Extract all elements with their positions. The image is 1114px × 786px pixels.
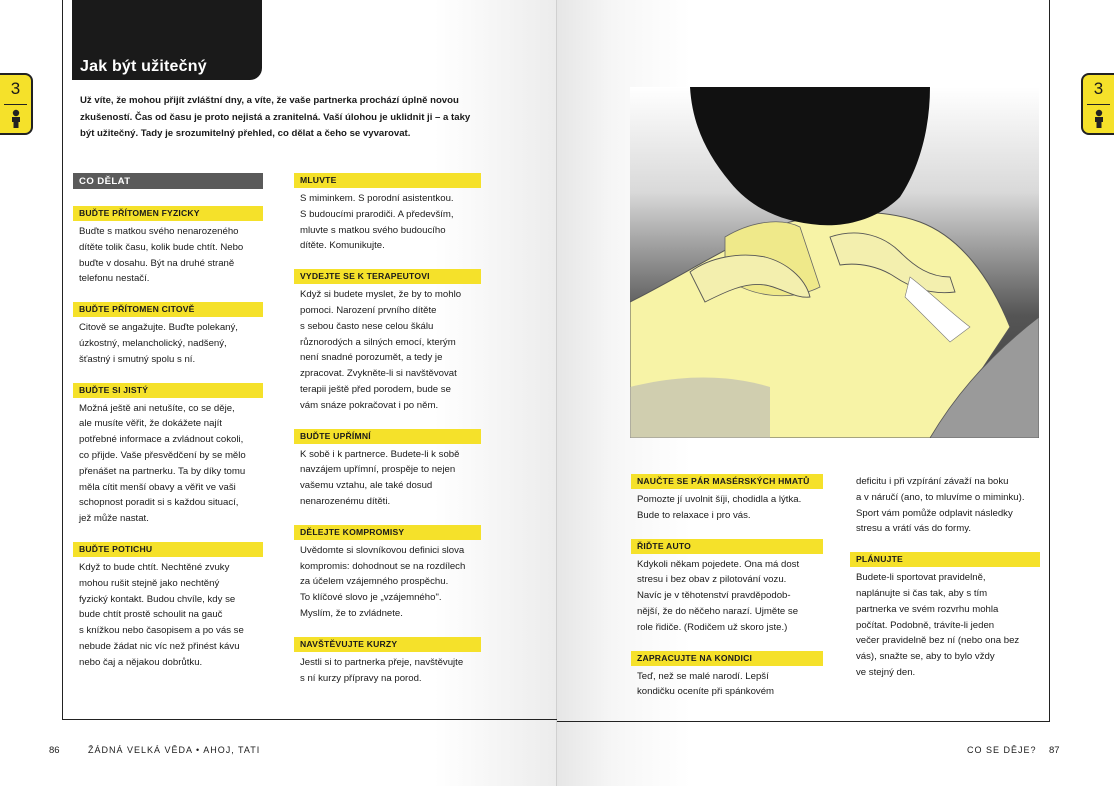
tip-heading: BUĎTE SI JISTÝ — [73, 383, 263, 398]
text-line: stresu a vrátí vás do formy. — [856, 523, 971, 535]
text-line: navzájem upřímní, prospěje to nejen — [300, 464, 456, 476]
text-line: měla cítit menší obavy a věřit ve vaši — [79, 481, 236, 493]
text-line: potřebné informace a zvládnout cokoli, — [79, 434, 244, 446]
text-line: není snadné porozumět, a tedy je — [300, 352, 443, 364]
text-line: s knížkou nebo časopisem a po vás se — [79, 625, 244, 637]
text-line: vašemu vztahu, ale také dosud — [300, 480, 433, 492]
text-line: Budete-li sportovat pravidelně, — [856, 572, 986, 584]
tip-item — [73, 302, 263, 367]
tip-text — [631, 669, 823, 701]
text-line: fyzický kontakt. Budou chvíle, kdy se — [79, 593, 236, 605]
text-line: K sobě i k partnerce. Budete-li k sobě — [300, 448, 460, 460]
tip-heading: BUĎTE PŘÍTOMEN CITOVĚ — [73, 302, 263, 317]
tip-item — [73, 383, 263, 527]
text-line: nebo čaj a nějakou dobrůtku. — [79, 656, 203, 668]
text-line: kondičku oceníte při spánkovém — [637, 686, 775, 698]
text-line: mohou rušit stejně jako nechtěný — [79, 577, 220, 589]
column-left — [73, 173, 263, 686]
massage-illustration — [630, 87, 1039, 438]
tip-text — [294, 543, 481, 622]
tip-heading: ŘIĎTE AUTO — [631, 539, 823, 554]
chapter-number: 3 — [10, 79, 21, 98]
tip-item — [631, 474, 823, 524]
text-line: ve stejný den. — [856, 666, 916, 678]
tab-divider — [4, 104, 27, 105]
tip-heading: PLÁNUJTE — [850, 552, 1040, 567]
text-line: Uvědomte si slovníkovou definici slova — [300, 544, 465, 556]
text-line: a v náručí (ano, to mluvíme o miminku). — [856, 491, 1025, 503]
text-line: úzkostný, melancholický, nadšený, — [79, 337, 227, 349]
intro-paragraph — [80, 93, 485, 143]
page-number-left: 86 — [49, 745, 60, 756]
text-line: naplánujte si čas tak, aby s tím — [856, 587, 988, 599]
text-line: bude chtít prostě schoulit na gauč — [79, 609, 223, 621]
text-line: přenášet na partnerku. Ta by díky tomu — [79, 465, 246, 477]
intro-line: zkušeností. Čas od času je proto nejistá a zranitelná. Vaší úlohou je uklidnit ji – a taky — [80, 111, 471, 123]
text-line: nější, že do něčeho narazí. Ujměte se — [637, 605, 799, 617]
section-header: CO DĚLAT — [73, 173, 263, 189]
tip-text — [294, 655, 481, 687]
column-right-a — [631, 474, 823, 715]
tip-text — [73, 401, 263, 527]
text-line: co přijde. Vaše přesvědčení by se mělo — [79, 449, 246, 461]
running-title-right: CO SE DĚJE? — [967, 745, 1037, 755]
text-line: dítěte tolik času, kolik bude chtít. Nebo — [79, 241, 244, 253]
text-line: večer pravidelně bez ní (nebo ona bez — [856, 635, 1020, 647]
tip-item — [850, 552, 1040, 681]
intro-line: Už víte, že mohou přijít zvláštní dny, a víte, že vaše partnerka prochází úplně novou — [80, 95, 459, 106]
text-line: deficitu i při vzpírání závaží na boku — [856, 476, 1009, 487]
tip-heading: NAUČTE SE PÁR MASÉRSKÝCH HMATŮ — [631, 474, 823, 489]
text-line: partnerka ve svém rozvrhu mohla — [856, 603, 999, 615]
tip-item — [294, 173, 481, 254]
text-line: Když to bude chtít. Nechtěné zvuky — [79, 561, 230, 573]
text-line: s ní kurzy přípravy na porod. — [300, 672, 422, 684]
tip-text — [294, 447, 481, 510]
text-line: mluvte s matkou svého budoucího — [300, 224, 446, 236]
text-line: ale musíte věřit, že dokážete najít — [79, 418, 222, 430]
text-line: S miminkem. S porodní asistentkou. — [300, 193, 454, 204]
text-line: Bude to relaxace i pro vás. — [637, 509, 751, 521]
tip-item — [294, 269, 481, 413]
text-line: vás), snažte se, aby to bylo vždy — [856, 651, 995, 663]
text-line: s sebou často nese celou škálu — [300, 320, 434, 332]
text-line: Citově se angažujte. Buďte polekaný, — [79, 322, 238, 334]
text-line: Pomozte jí uvolnit šíji, chodidla a lýtka. — [637, 494, 802, 505]
tip-item — [294, 637, 481, 687]
tip-item — [294, 429, 481, 510]
text-line: Buďte s matkou svého nenarozeného — [79, 226, 239, 237]
text-line: Sport vám pomůže odplavit následky — [856, 507, 1013, 519]
tip-text — [294, 287, 481, 413]
page-title: Jak být užitečný — [80, 58, 207, 75]
tip-text — [631, 492, 823, 524]
text-line: kompromis: dohodnout se na rozdílech — [300, 560, 466, 572]
text-line: jež může nastat. — [79, 513, 149, 525]
text-line: To klíčové slovo je „vzájemného". — [300, 592, 442, 604]
tip-item — [631, 651, 823, 701]
tip-text — [294, 191, 481, 254]
tip-heading: DĚLEJTE KOMPROMISY — [294, 525, 481, 540]
page-number-right: 87 — [1049, 745, 1060, 756]
tip-heading: NAVŠTĚVUJTE KURZY — [294, 637, 481, 652]
text-line: schopnost poradit si s každou situací, — [79, 497, 239, 509]
tip-heading: VYDEJTE SE K TERAPEUTOVI — [294, 269, 481, 284]
tip-heading: BUĎTE UPŘÍMNÍ — [294, 429, 481, 444]
text-line: terapii ještě před porodem, bude se — [300, 383, 451, 395]
chapter-number: 3 — [1093, 79, 1104, 98]
text-line: vám snáze pokračovat i po něm. — [300, 399, 439, 411]
text-line: pomoci. Narození prvního dítěte — [300, 304, 437, 316]
tip-text — [850, 570, 1040, 681]
tip-text — [631, 557, 823, 636]
child-figure-icon — [1092, 109, 1106, 129]
text-line: Jestli si to partnerka přeje, navštěvujte — [300, 656, 464, 668]
tip-heading: BUĎTE PŘÍTOMEN FYZICKY — [73, 206, 263, 221]
chapter-tab-right — [1081, 73, 1114, 135]
continued-text — [850, 474, 1040, 537]
text-line: S budoucími prarodiči. A především, — [300, 208, 454, 220]
child-figure-icon — [9, 109, 23, 129]
tab-divider — [1087, 104, 1110, 105]
tip-item — [73, 542, 263, 671]
chapter-tab-left — [0, 73, 33, 135]
text-line: buďte v dosahu. Být na druhé straně — [79, 257, 235, 269]
text-line: stresu i bez obav z pilotování vozu. — [637, 574, 787, 586]
tip-text — [73, 320, 263, 367]
text-line: dítěte. Komunikujte. — [300, 240, 385, 252]
column-middle — [294, 173, 481, 701]
tip-heading: MLUVTE — [294, 173, 481, 188]
text-line: Možná ještě ani netušíte, co se děje, — [79, 402, 235, 414]
text-line: telefonu nestačí. — [79, 273, 150, 285]
text-line: nebude žádat nic víc než přinést kávu — [79, 640, 240, 652]
tip-text — [850, 474, 1040, 537]
text-line: Teď, než se malé narodí. Lepší — [637, 670, 769, 682]
text-line: počítat. Podobně, trávíte-li jeden — [856, 619, 995, 631]
text-line: za účelem vzájemného prospěchu. — [300, 576, 449, 588]
tip-text — [73, 560, 263, 671]
text-line: Navíc je v těhotenství pravděpodob- — [637, 590, 791, 602]
text-line: různorodých a silných emocí, kterým — [300, 336, 456, 348]
text-line: zpracovat. Zvykněte-li si navštěvovat — [300, 368, 457, 380]
text-line: nenarozenému dítěti. — [300, 495, 391, 507]
tip-text — [73, 224, 263, 287]
tip-heading: ZAPRACUJTE NA KONDICI — [631, 651, 823, 666]
text-line: Kdykoli někam pojedete. Ona má dost — [637, 558, 800, 570]
text-line: role řidiče. (Rodičem už skoro jste.) — [637, 621, 788, 633]
tip-item — [631, 539, 823, 636]
tip-heading: BUĎTE POTICHU — [73, 542, 263, 557]
text-line: šťastný i smutný spolu s ní. — [79, 353, 196, 365]
text-line: Když si budete myslet, že by to mohlo — [300, 289, 462, 301]
tip-item — [294, 525, 481, 622]
running-title-left: ŽÁDNÁ VELKÁ VĚDA • AHOJ, TATI — [88, 745, 261, 755]
column-right-b — [850, 474, 1040, 696]
tip-item — [73, 206, 263, 287]
text-line: Myslím, že to zvládnete. — [300, 607, 403, 619]
intro-line: být užitečný. Tady je srozumitelný přehled, co dělat a čeho se vyvarovat. — [80, 128, 411, 139]
